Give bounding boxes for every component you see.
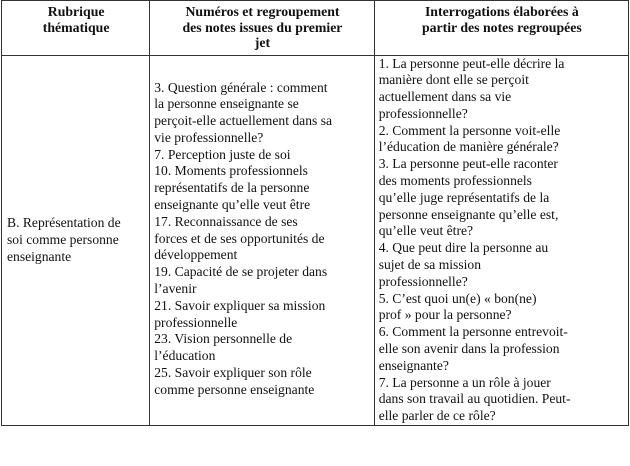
note-item: 3. Question générale : comment la personne enseignante se perçoit-elle actuellement dans sa vie professionnelle?	[154, 79, 333, 145]
table-row	[2, 55, 629, 426]
note-item: 10. Moments professionnels représentatifs de la personne enseignante qu’elle veut être	[154, 163, 311, 213]
note-item: 17. Reconnaissance de ses forces et de ses opportunités de développement	[154, 213, 325, 263]
note-item: 25. Savoir expliquer son rôle comme personne enseignante	[154, 365, 315, 397]
notes-table	[1, 0, 629, 426]
header-numeros: Numéros et regroupement des notes issues du premier jet	[150, 1, 374, 56]
question-item: 6. Comment la personne entrevoit- elle son avenir dans la profession enseignante?	[378, 324, 568, 373]
question-item: 1. La personne peut-elle décrire la manière dont elle se perçoit actuellement dans sa vie professionnelle?	[378, 55, 565, 121]
note-item: 21. Savoir expliquer sa mission professionnelle	[154, 297, 326, 330]
rubrique-cell: B. Représentation de soi comme personne enseignante	[2, 55, 150, 426]
question-item: 3. La personne peut-elle raconter des moments professionnels qu’elle juge représentatifs de la personne enseignante qu’elle est, qu’elle veut être?	[378, 156, 559, 239]
note-item: 7. Perception juste de soi	[154, 146, 291, 162]
question-item: 5. C’est quoi un(e) « bon(ne) prof » pour la personne?	[378, 290, 537, 323]
header-rubrique: Rubrique thématique	[2, 1, 150, 56]
numeros-cell	[150, 55, 374, 426]
note-item: 19. Capacité de se projeter dans l’avenir	[154, 264, 328, 297]
note-item: 23. Vision personnelle de l’éducation	[154, 331, 293, 364]
interrogations-cell	[374, 55, 628, 426]
header-interrogations: Interrogations élaborées à partir des notes regroupées	[374, 1, 628, 56]
question-item: 2. Comment la personne voit-elle l’éducation de manière générale?	[378, 122, 561, 155]
question-item: 4. Que peut dire la personne au sujet de sa mission professionnelle?	[378, 240, 549, 289]
header-row	[2, 1, 629, 56]
question-item: 7. La personne a un rôle à jouer dans son travail au quotidien. Peut- elle parler de ce rôle?	[378, 374, 571, 424]
